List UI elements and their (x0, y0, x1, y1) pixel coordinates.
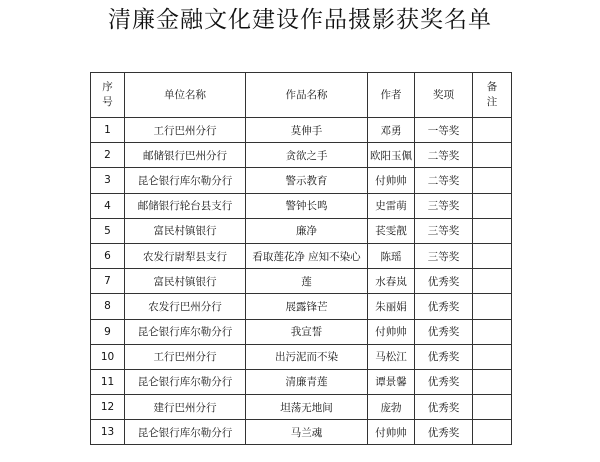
cell-award: 一等奖 (415, 118, 473, 143)
cell-author: 欧阳玉佩 (368, 143, 415, 168)
table-row (91, 294, 512, 319)
cell-no: 12 (91, 395, 125, 420)
cell-note (473, 395, 512, 420)
cell-award: 二等奖 (415, 143, 473, 168)
cell-note (473, 269, 512, 294)
cell-no: 1 (91, 118, 125, 143)
header-author: 作者 (368, 73, 415, 118)
cell-unit: 富民村镇银行 (125, 218, 246, 243)
cell-note (473, 218, 512, 243)
cell-note (473, 193, 512, 218)
cell-unit: 农发行巴州分行 (125, 294, 246, 319)
cell-author: 马松江 (368, 344, 415, 369)
cell-work: 出污泥而不染 (246, 344, 368, 369)
cell-author: 陈瑶 (368, 243, 415, 268)
cell-note (473, 344, 512, 369)
cell-work: 廉净 (246, 218, 368, 243)
cell-author: 史雷萌 (368, 193, 415, 218)
cell-author: 谭景馨 (368, 369, 415, 394)
cell-no: 13 (91, 420, 125, 445)
cell-work: 清廉青莲 (246, 369, 368, 394)
cell-note (473, 243, 512, 268)
cell-author: 水春岚 (368, 269, 415, 294)
cell-award: 优秀奖 (415, 344, 473, 369)
cell-unit: 农发行尉犁县支行 (125, 243, 246, 268)
cell-unit: 邮储银行巴州分行 (125, 143, 246, 168)
header-note (473, 73, 512, 118)
cell-no: 5 (91, 218, 125, 243)
cell-work: 莲 (246, 269, 368, 294)
document-title: 清廉金融文化建设作品摄影获奖名单 (108, 7, 492, 33)
cell-note (473, 143, 512, 168)
cell-author: 付帅帅 (368, 420, 415, 445)
cell-work: 贪欲之手 (246, 143, 368, 168)
table-row (91, 218, 512, 243)
cell-author: 苌雯靓 (368, 218, 415, 243)
cell-no: 9 (91, 319, 125, 344)
header-no-label: 序号 (102, 81, 113, 108)
table-header-row (91, 73, 512, 118)
cell-award: 优秀奖 (415, 269, 473, 294)
cell-work: 警示教育 (246, 168, 368, 193)
table-row (91, 193, 512, 218)
table-row (91, 369, 512, 394)
cell-note (473, 168, 512, 193)
cell-note (473, 294, 512, 319)
cell-award: 三等奖 (415, 193, 473, 218)
cell-unit: 邮储银行轮台县支行 (125, 193, 246, 218)
header-unit: 单位名称 (125, 73, 246, 118)
cell-unit: 富民村镇银行 (125, 269, 246, 294)
header-note-label: 备注 (486, 81, 498, 108)
award-list-table (90, 72, 512, 445)
cell-work: 莫伸手 (246, 118, 368, 143)
cell-award: 优秀奖 (415, 369, 473, 394)
cell-author: 付帅帅 (368, 168, 415, 193)
cell-author: 付帅帅 (368, 319, 415, 344)
cell-no: 4 (91, 193, 125, 218)
cell-note (473, 369, 512, 394)
cell-work: 马兰魂 (246, 420, 368, 445)
cell-award: 三等奖 (415, 243, 473, 268)
cell-note (473, 319, 512, 344)
cell-unit: 昆仑银行库尔勒分行 (125, 369, 246, 394)
table-row (91, 395, 512, 420)
cell-author: 朱丽娟 (368, 294, 415, 319)
header-award: 奖项 (415, 73, 473, 118)
cell-author: 邓勇 (368, 118, 415, 143)
cell-author: 庞勃 (368, 395, 415, 420)
cell-work: 坦荡无地间 (246, 395, 368, 420)
cell-unit: 建行巴州分行 (125, 395, 246, 420)
cell-work: 我宣誓 (246, 319, 368, 344)
table-body (91, 118, 512, 445)
cell-unit: 工行巴州分行 (125, 344, 246, 369)
table-row (91, 118, 512, 143)
table-row (91, 319, 512, 344)
cell-unit: 昆仑银行库尔勒分行 (125, 168, 246, 193)
cell-work: 警钟长鸣 (246, 193, 368, 218)
table-row (91, 344, 512, 369)
table-row (91, 143, 512, 168)
cell-work: 展露锋芒 (246, 294, 368, 319)
table-row (91, 269, 512, 294)
cell-unit: 昆仑银行库尔勒分行 (125, 420, 246, 445)
cell-no: 6 (91, 243, 125, 268)
header-no (91, 73, 125, 118)
cell-award: 优秀奖 (415, 395, 473, 420)
header-work: 作品名称 (246, 73, 368, 118)
cell-unit: 昆仑银行库尔勒分行 (125, 319, 246, 344)
cell-award: 优秀奖 (415, 319, 473, 344)
table-row (91, 243, 512, 268)
table-row (91, 168, 512, 193)
cell-award: 优秀奖 (415, 294, 473, 319)
cell-unit: 工行巴州分行 (125, 118, 246, 143)
cell-no: 8 (91, 294, 125, 319)
cell-award: 三等奖 (415, 218, 473, 243)
cell-no: 3 (91, 168, 125, 193)
cell-award: 优秀奖 (415, 420, 473, 445)
cell-award: 二等奖 (415, 168, 473, 193)
cell-work: 看取莲花净 应知不染心 (246, 243, 368, 268)
cell-no: 2 (91, 143, 125, 168)
cell-no: 7 (91, 269, 125, 294)
cell-no: 11 (91, 369, 125, 394)
table-row (91, 420, 512, 445)
cell-note (473, 420, 512, 445)
cell-no: 10 (91, 344, 125, 369)
cell-note (473, 118, 512, 143)
